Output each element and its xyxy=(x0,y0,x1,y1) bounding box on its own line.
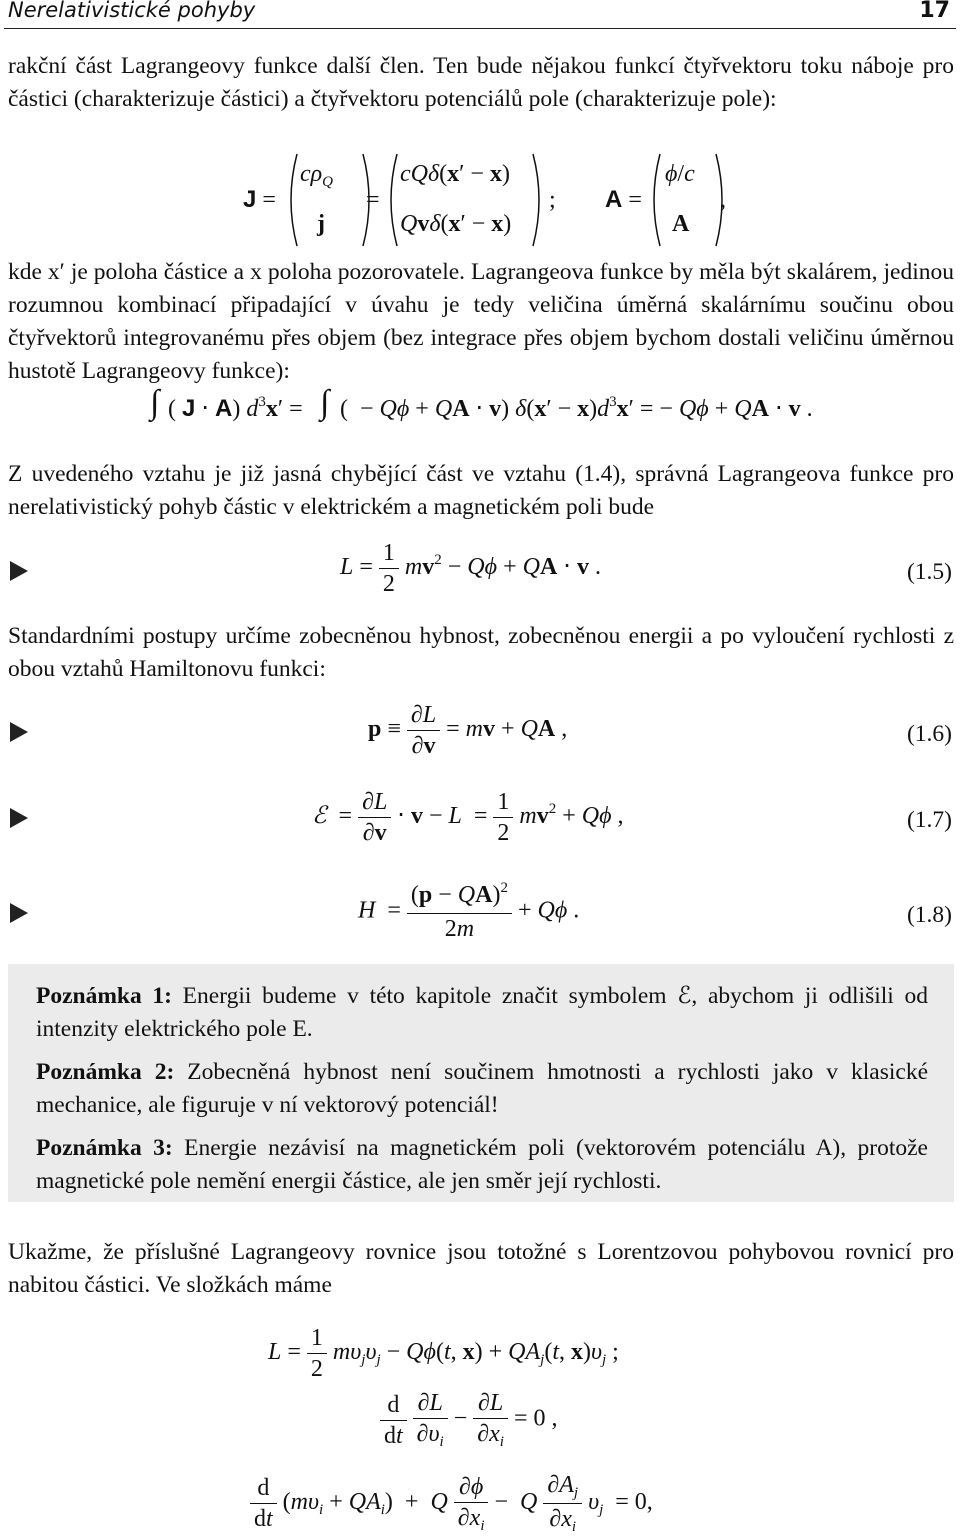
page-number: 17 xyxy=(919,0,950,23)
equation-1-5: L = $\frac{1}{2}$ $mv^2 - Q\phi$ + QA ⋅ v . xyxy=(340,540,601,597)
intro-paragraph: rakční část Lagrangeovy funkce další člen. Ten bude nějakou funkcí čtyřvektoru toku náboje pro částici (charakterizuje částici) a čtyřvektoru potenciálů pole (charakterizuje pole): xyxy=(8,53,954,112)
bullet-triangle-icon xyxy=(10,722,28,742)
document-page: Nerelativistické pohyby 17 rakční část Lagrangeovy funkce další člen. Ten bude nějakou funkcí čtyřvektoru toku náboje pro částici (charakterizuje částici) a čtyřvektoru potenciálů pole (charakterizuje pole): J = $c\rho_Q$ j = cQδ(x′ − x) Qvδ(x′ − x) ; A = ϕ/c A , kde x′ je poloha částice a x poloha pozorovatele. Lagrangeova funkce by měla být skalárem, jedinou rozumnou kombinací připadající v úvahu je tedy veličina úměrná skalárnímu součinu obou čtyřvektorů integrovanému přes objem (bez integrace přes objem bychom dostali veličinu úměrnou hustotě Lagrangeovy funkce): ∫ ( J ⋅ A) $d^3x'$ = ∫ ( − Qϕ + QA ⋅ v) $\delta(x' - x)d^3x'$ = − Qϕ + QA ⋅ v . Z uvedeného vztahu je již jasná chybějící část ve vztahu (1.4), správná Lagrangeova funkce pro nerelativistický pohyb částic v elektrickém a magnetickém poli bude L = $\frac{1}{2}$ $mv^2 - Q\phi$ + QA ⋅ v . (1.5) Standardními postupy určíme zobecněnou hybnost, zobecněnou energii a po vyloučení rychlosti z obou vztahů Hamiltonovu funkci: p ≡ $\frac{\partial L}{\partial v}$ = mv + QA , (1.6) ℰ = $\frac{\partial L}{\partial v}$ ⋅ v − L = $\frac{1}{2}$ $mv^2 + Q\phi$ , (1.7) H = $\frac{(p - QA)^2}{2m}$ + Qϕ . (1.8) Poznámka 1: Energii budeme v této kapitole značit symbolem ℰ, abychom ji odlišili od intenzity elektrického pole E. Poznámka 2: Zobecněná hybnost není součinem hmotnosti a rychlosti jako v klasické mechanice, ale figuruje v ní vektorový potenciál! Poznámka 3: Energie nezávisí na magnetickém poli (vektorovém potenciálu A), protože magnetické pole nemění energii částice, ale jen směr její rychlosti. Ukažme, že příslušné Lagrangeovy rovnice jsou totožné s Lorentzovou pohybovou rovnicí pro nabitou částici. Ve složkách máme L = $\frac{1}{2}$ $m\upsilon_j\upsilon_j - Q\phi(t$, $x) + QA_j(t$, $x)\upsilon_j$ ; $\frac{d}{dt}$ $\frac{\partial L}{\partial\upsilon_i}$ − $\frac{\partial L}{\partial x_i}$ = 0 , $\frac{d}{dt}$ $(m\upsilon_i + QA_i) + Q$ $\frac{\partial\phi}{\partial x_i}$ − Q $\frac{\partial A_j}{\partial x_i}$ $\upsilon_j = 0$, xyxy=(0,0,960,1540)
note-1 xyxy=(36,980,928,1046)
equation-number-1-6: (1.6) xyxy=(906,721,952,747)
equation-1-6: p ≡ $\frac{\partial L}{\partial v}$ = mv + QA , xyxy=(368,702,568,759)
equation-1-7: ℰ = $\frac{\partial L}{\partial v}$ ⋅ v − L = $\frac{1}{2}$ $mv^2 + Q\phi$ , xyxy=(312,789,624,846)
equation-number-1-7: (1.7) xyxy=(906,807,952,833)
equation-lagrangian-components: L = $\frac{1}{2}$ $m\upsilon_j\upsilon_j - Q\phi(t$, $x) + QA_j(t$, $x)\upsilon_j$ ; xyxy=(268,1325,619,1382)
equation-1-8: H = $\frac{(p - QA)^2}{2m}$ + Qϕ . xyxy=(358,880,580,942)
paragraph-lorentz: Ukažme, že příslušné Lagrangeovy rovnice jsou totožné s Lorentzovou pohybovou rovnicí pro nabitou částici. Ve složkách máme xyxy=(8,1239,954,1298)
paragraph-correct-lagrangian: Z uvedeného vztahu je již jasná chybějící část ve vztahu (1.4), správná Lagrangeova funkce pro nerelativistický pohyb částic v elektrickém a magnetickém poli bude xyxy=(8,461,954,520)
note-text: Energii budeme v této kapitole značit symbolem ℰ, abychom ji odlišili od intenzity elektrického pole E. xyxy=(36,983,928,1042)
bullet-triangle-icon xyxy=(10,808,28,828)
paragraph-hamilton: Standardními postupy určíme zobecněnou hybnost, zobecněnou energii a po vyloučení rychlosti z obou vztahů Hamiltonovu funkci: xyxy=(8,623,954,682)
page-header xyxy=(0,0,960,30)
note-2 xyxy=(36,1056,928,1122)
header-rule xyxy=(4,28,956,29)
paragraph-lagrange-scalar: kde x′ je poloha částice a x poloha pozorovatele. Lagrangeova funkce by měla být skalárem, jedinou rozumnou kombinací připadající v úvahu je tedy veličina úměrná skalárnímu součinu obou čtyřvektorů integrovanému přes objem (bez integrace přes objem bychom dostali veličinu úměrnou hustotě Lagrangeovy funkce): xyxy=(8,259,954,384)
note-label: Poznámka 2: xyxy=(36,1059,175,1085)
chapter-title: Nerelativistické pohyby xyxy=(8,0,256,22)
equation-number-1-5: (1.5) xyxy=(906,559,952,585)
equation-lagrange-expanded: $\frac{d}{dt}$ $(m\upsilon_i + QA_i) + Q$ $\frac{\partial\phi}{\partial x_i}$ − Q $\frac{\partial A_j}{\partial x_i}$ $\upsilon_j = 0$, xyxy=(250,1470,653,1537)
note-text: Zobecněná hybnost není součinem hmotnosti a rychlosti jako v klasické mechanice, ale figuruje v ní vektorový potenciál! xyxy=(36,1059,928,1118)
note-3 xyxy=(36,1132,928,1198)
note-label: Poznámka 1: xyxy=(36,983,172,1009)
equation-lagrange-equations: $\frac{d}{dt}$ $\frac{\partial L}{\partial\upsilon_i}$ − $\frac{\partial L}{\partial x_i}$ = 0 , xyxy=(380,1388,558,1452)
equation-four-vectors: J = $c\rho_Q$ j = cQδ(x′ − x) Qvδ(x′ − x) ; A = ϕ/c A , xyxy=(0,150,960,250)
equation-number-1-8: (1.8) xyxy=(906,902,952,928)
bullet-triangle-icon xyxy=(10,561,28,581)
note-label: Poznámka 3: xyxy=(36,1135,173,1161)
bullet-triangle-icon xyxy=(10,903,28,923)
notes-box xyxy=(8,964,954,1202)
note-text: Energie nezávisí na magnetickém poli (vektorovém potenciálu A), protože magnetické pole nemění energii částice, ale jen směr její rychlosti. xyxy=(36,1135,928,1194)
